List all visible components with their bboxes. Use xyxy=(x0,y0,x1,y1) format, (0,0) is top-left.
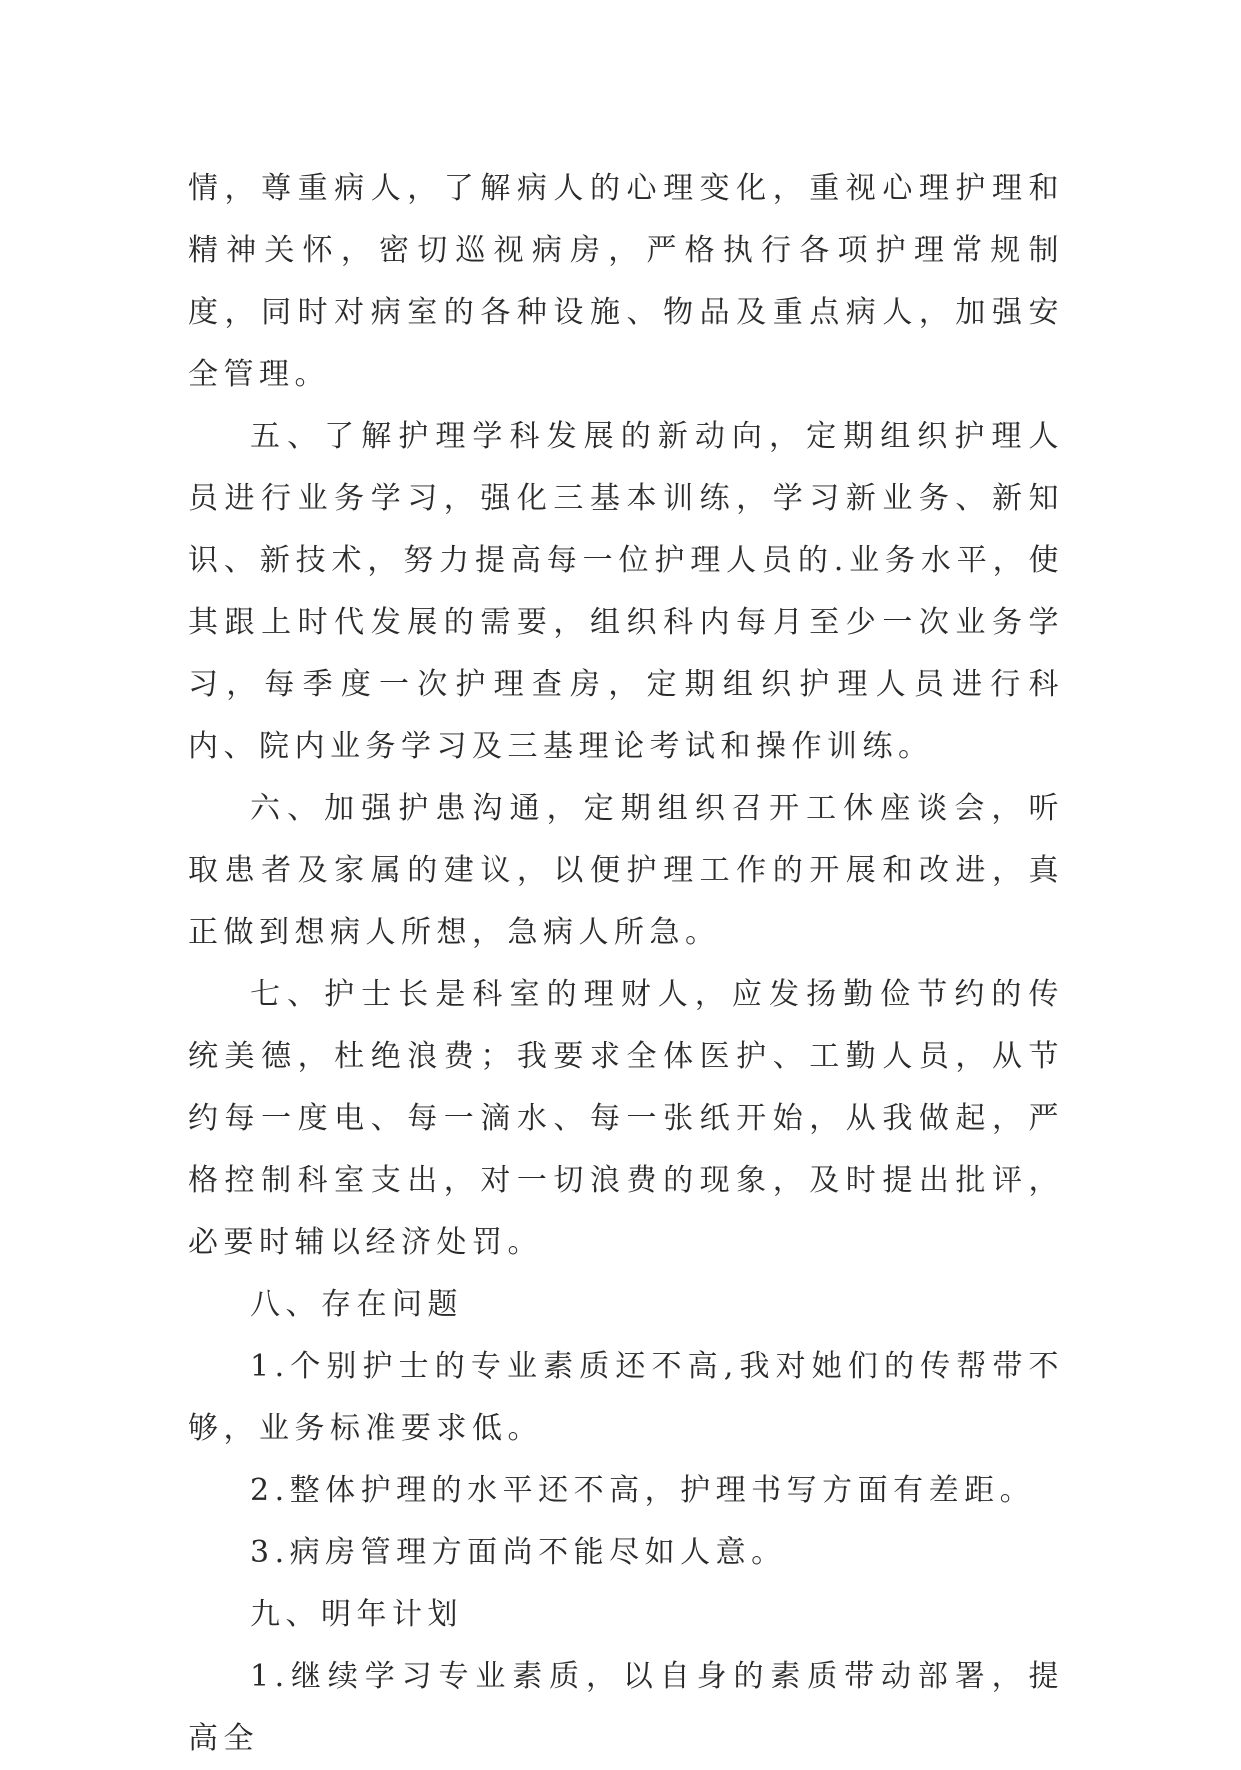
paragraph-section-5: 五、了解护理学科发展的新动向，定期组织护理人员进行业务学习，强化三基本训练，学习新业务、新知识、新技术，努力提高每一位护理人员的.业务水平，使其跟上时代发展的需要，组织科内每月至少一次业务学习，每季度一次护理查房，定期组织护理人员进行科内、院内业务学习及三基理论考试和操作训练。 xyxy=(188,419,1064,764)
list-item-issue-1: 1.个别护士的专业素质还不高,我对她们的传帮带不够，业务标准要求低。 xyxy=(188,1349,1064,1446)
document-page xyxy=(188,158,1064,1770)
paragraph-section-6: 六、加强护患沟通，定期组织召开工休座谈会，听取患者及家属的建议，以便护理工作的开展和改进，真正做到想病人所想，急病人所急。 xyxy=(188,791,1064,950)
heading-section-9: 九、明年计划 xyxy=(250,1597,463,1632)
heading-section-8: 八、存在问题 xyxy=(250,1287,463,1322)
paragraph-continued: 情，尊重病人，了解病人的心理变化，重视心理护理和精神关怀，密切巡视病房，严格执行各项护理常规制度，同时对病室的各种设施、物品及重点病人，加强安全管理。 xyxy=(188,171,1064,392)
paragraph-section-7: 七、护士长是科室的理财人，应发扬勤俭节约的传统美德，杜绝浪费；我要求全体医护、工勤人员，从节约每一度电、每一滴水、每一张纸开始，从我做起，严格控制科室支出，对一切浪费的现象，及时提出批评，必要时辅以经济处罚。 xyxy=(188,977,1064,1260)
list-item-plan-1: 1.继续学习专业素质，以自身的素质带动部署，提高全 xyxy=(188,1659,1064,1756)
list-item-issue-2: 2.整体护理的水平还不高，护理书写方面有差距。 xyxy=(250,1473,1036,1508)
list-item-issue-3: 3.病房管理方面尚不能尽如人意。 xyxy=(250,1535,787,1570)
